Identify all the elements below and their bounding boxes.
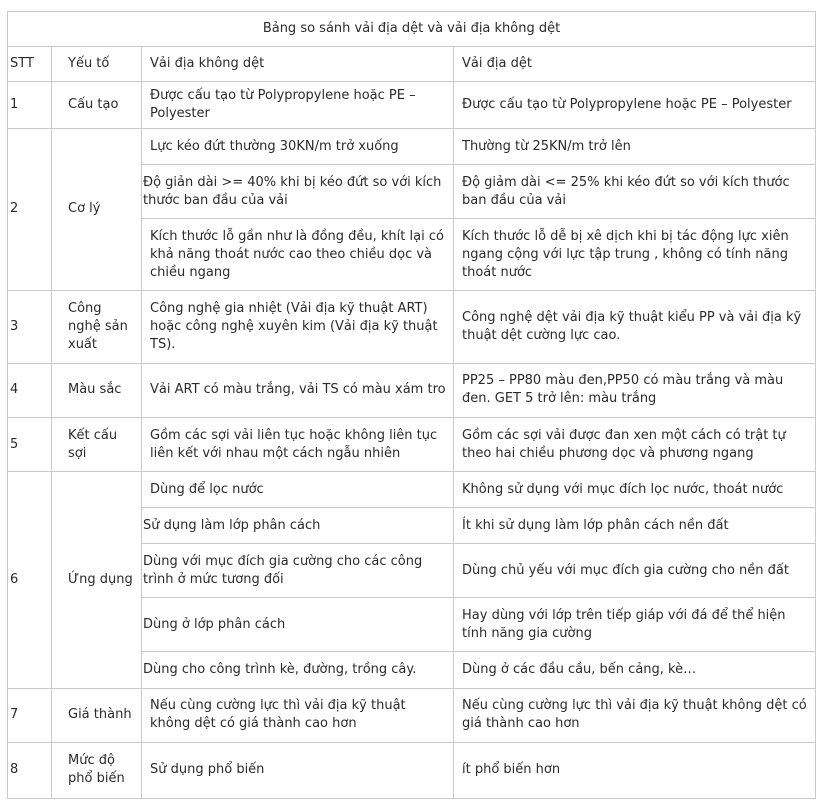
table-row bbox=[8, 363, 816, 417]
row-factor: Kết cấu sợi bbox=[52, 417, 142, 471]
nonwoven-cell: Kích thước lỗ gần như là đồng đều, khít lại có khả năng thoát nước cao theo chiều dọc và chiều ngang bbox=[142, 219, 454, 290]
woven-cell: Công nghệ dệt vải địa kỹ thuật kiểu PP và vải địa kỹ thuật dệt cường lực cao. bbox=[454, 290, 816, 363]
row-stt: 2 bbox=[8, 129, 52, 290]
table-row bbox=[8, 742, 816, 798]
row-stt: 5 bbox=[8, 417, 52, 471]
table-row bbox=[8, 688, 816, 742]
row-stt: 3 bbox=[8, 290, 52, 363]
row-stt: 4 bbox=[8, 363, 52, 417]
table-row bbox=[8, 417, 816, 471]
row-factor: Công nghệ sản xuất bbox=[52, 290, 142, 363]
header-nonwoven: Vải địa không dệt bbox=[142, 47, 454, 82]
nonwoven-cell: Dùng với mục đích gia cường cho các công trình ở mức tương đối bbox=[142, 544, 454, 598]
woven-cell: Ít khi sử dụng làm lớp phân cách nền đất bbox=[454, 508, 816, 544]
woven-cell: PP25 – PP80 màu đen,PP50 có màu trắng và màu đen. GET 5 trở lên: màu trắng bbox=[454, 363, 816, 417]
nonwoven-cell: Dùng ở lớp phân cách bbox=[142, 598, 454, 652]
woven-cell: Gồm các sợi vải được đan xen một cách có trật tự theo hai chiều phương dọc và phương ngang bbox=[454, 417, 816, 471]
woven-cell: Không sử dụng với mục đích lọc nước, thoát nước bbox=[454, 472, 816, 508]
table-title: Bảng so sánh vải địa dệt và vải địa không dệt bbox=[8, 12, 816, 47]
nonwoven-cell: Độ giản dài >= 40% khi bị kéo đứt so với kích thước ban đầu của vải bbox=[142, 165, 454, 219]
row-factor: Ứng dụng bbox=[52, 472, 142, 688]
header-woven: Vải địa dệt bbox=[454, 47, 816, 82]
row-stt: 7 bbox=[8, 688, 52, 742]
row-factor: Cấu tạo bbox=[52, 82, 142, 129]
row-factor: Giá thành bbox=[52, 688, 142, 742]
woven-cell: Dùng ở các đầu cầu, bến cảng, kè… bbox=[454, 652, 816, 688]
nonwoven-cell: Được cấu tạo từ Polypropylene hoặc PE – Polyester bbox=[142, 82, 454, 129]
woven-cell: Thường từ 25KN/m trở lên bbox=[454, 129, 816, 165]
nonwoven-cell: Lực kéo đứt thường 30KN/m trở xuống bbox=[142, 129, 454, 165]
comparison-table bbox=[7, 11, 816, 799]
header-factor: Yếu tố bbox=[52, 47, 142, 82]
woven-cell: Được cấu tạo từ Polypropylene hoặc PE – Polyester bbox=[454, 82, 816, 129]
woven-cell: Hay dùng với lớp trên tiếp giáp với đá để thể hiện tính năng gia cường bbox=[454, 598, 816, 652]
nonwoven-cell: Công nghệ gia nhiệt (Vải địa kỹ thuật ART) hoặc công nghệ xuyên kim (Vải địa kỹ thuật TS). bbox=[142, 290, 454, 363]
nonwoven-cell: Gồm các sợi vải liên tục hoặc không liên tục liên kết với nhau một cách ngẫu nhiên bbox=[142, 417, 454, 471]
title-row bbox=[8, 12, 816, 47]
nonwoven-cell: Vải ART có màu trắng, vải TS có màu xám tro bbox=[142, 363, 454, 417]
woven-cell: Nếu cùng cường lực thì vải địa kỹ thuật không dệt có giá thành cao hơn bbox=[454, 688, 816, 742]
woven-cell: ít phổ biến hơn bbox=[454, 742, 816, 798]
woven-cell: Dùng chủ yếu với mục đích gia cường cho nền đất bbox=[454, 544, 816, 598]
woven-cell: Độ giảm dài <= 25% khi kéo đứt so với kích thước ban đầu của vải bbox=[454, 165, 816, 219]
nonwoven-cell: Sử dụng làm lớp phân cách bbox=[142, 508, 454, 544]
woven-cell: Kích thước lỗ dễ bị xê dịch khi bị tác động lực xiên ngang cộng với lực tập trung , không có tính năng thoát nước bbox=[454, 219, 816, 290]
header-stt: STT bbox=[8, 47, 52, 82]
row-stt: 1 bbox=[8, 82, 52, 129]
row-factor: Mức độ phổ biến bbox=[52, 742, 142, 798]
nonwoven-cell: Dùng để lọc nước bbox=[142, 472, 454, 508]
row-stt: 8 bbox=[8, 742, 52, 798]
row-factor: Cơ lý bbox=[52, 129, 142, 290]
row-factor: Màu sắc bbox=[52, 363, 142, 417]
header-row bbox=[8, 47, 816, 82]
nonwoven-cell: Nếu cùng cường lực thì vải địa kỹ thuật không dệt có giá thành cao hơn bbox=[142, 688, 454, 742]
nonwoven-cell: Dùng cho công trình kè, đường, trồng cây. bbox=[142, 652, 454, 688]
table-row bbox=[8, 82, 816, 129]
table-row bbox=[8, 472, 816, 508]
row-stt: 6 bbox=[8, 472, 52, 688]
table-row bbox=[8, 290, 816, 363]
table-row bbox=[8, 129, 816, 165]
nonwoven-cell: Sử dụng phổ biến bbox=[142, 742, 454, 798]
